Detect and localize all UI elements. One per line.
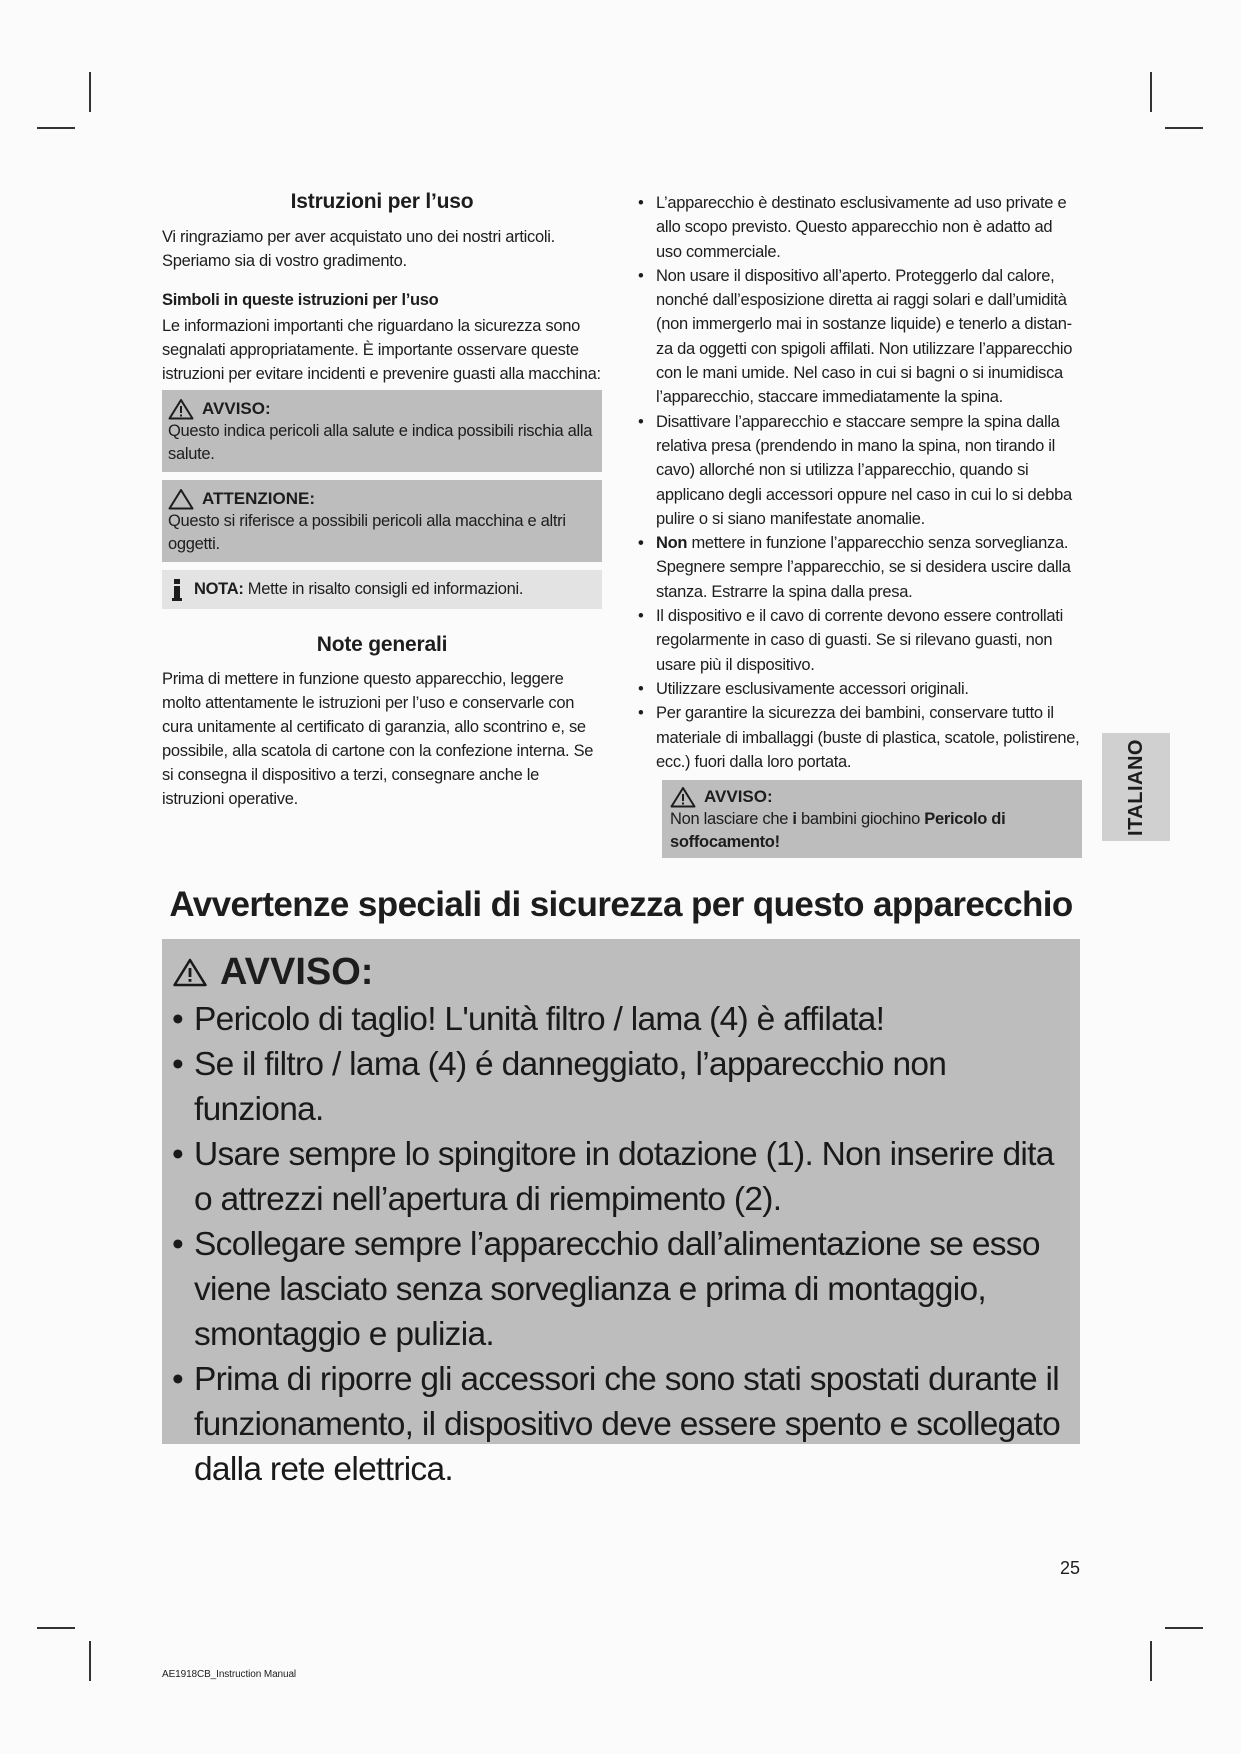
bullet-text: Il dispositivo e il cavo di corrente devono essere controllati regolarmente in caso di guasti. Se si rilevano guasti, non usare più il dispositivo. — [656, 607, 1063, 674]
warning-text: Scollegare sempre l’apparecchio dall’alimentazione se esso viene lasciato senza sorveglianza e prima di montaggio, smontaggio e pulizia. — [194, 1226, 1040, 1353]
crop-mark — [37, 127, 75, 129]
avviso-label: AVVISO: — [202, 399, 271, 418]
bullet-icon: • — [172, 1046, 184, 1083]
list-item — [636, 264, 1082, 410]
right-column — [636, 191, 1082, 858]
list-item — [636, 531, 1082, 604]
crop-mark — [1165, 1627, 1203, 1629]
nota-label: NOTA: — [194, 580, 244, 598]
list-item — [168, 1132, 1070, 1222]
bullet-text: Disattivare l’apparecchio e staccare sempre la spina dalla relativa presa (prendendo in mano la spina, non tirando il cavo) allorché non si utilizza l’apparecchio, quando si applicano degli accessori oppure nel caso in cui lo si debba pulire o si siano manifestate anomalie. — [656, 412, 1072, 528]
children-avviso-box — [662, 780, 1082, 858]
list-item — [636, 677, 1082, 701]
bullet-icon: • — [638, 679, 644, 698]
warning-text: Usare sempre lo spingitore in dotazione (1). Non inserire dita o attrezzi nell’apertura di riempimento (2). — [194, 1136, 1054, 1218]
caution-triangle-icon — [168, 488, 194, 510]
warning-text: Prima di riporre gli accessori che sono stati spostati durante il funzionamento, il dispositivo deve essere spento e scollegato dalla rete elettrica. — [194, 1361, 1061, 1488]
bullet-icon: • — [638, 534, 644, 553]
crop-mark — [89, 1641, 91, 1681]
crop-mark — [1150, 72, 1152, 112]
avviso-heading — [168, 398, 596, 420]
special-avviso-heading — [172, 947, 1070, 997]
bullet-icon: • — [638, 704, 644, 723]
crop-mark — [89, 72, 91, 112]
footer-text: AE1918CB_Instruction Manual — [162, 1669, 297, 1680]
symbols-text: Le informazioni importanti che riguardano la sicurezza sono segnalati appropriatamente. È importante osservare queste istruzioni per evitare incidenti e prevenire guasti alla macchina: — [162, 317, 601, 383]
instructions-title: Istruzioni per l’uso — [290, 190, 474, 213]
attenzione-text: Questo si riferisce a possibili pericoli alla macchina e altri oggetti. — [168, 512, 566, 553]
avviso-label: AVVISO: — [704, 787, 773, 807]
list-item — [636, 604, 1082, 677]
list-item — [636, 410, 1082, 531]
bullet-text: Utilizzare esclusivamente accessori originali. — [656, 679, 969, 698]
bullet-icon: • — [638, 412, 644, 431]
nota-text: Mette in risalto consigli ed informazioni. — [243, 580, 524, 598]
bullet-icon: • — [172, 1001, 184, 1038]
list-item — [168, 997, 1070, 1042]
crop-mark — [37, 1627, 75, 1629]
avviso-text: Questo indica pericoli alla salute e indica possibili rischia alla salute. — [168, 422, 593, 463]
special-warnings-list — [168, 997, 1070, 1492]
avviso-box — [162, 390, 602, 472]
list-item — [168, 1042, 1070, 1132]
intro-text: Vi ringraziamo per aver acquistato uno dei nostri articoli. Speriamo sia di vostro gradimento. — [162, 228, 555, 270]
warning-triangle-icon — [670, 786, 696, 808]
bullet-icon: • — [638, 607, 644, 626]
attenzione-label: ATTENZIONE: — [202, 489, 316, 508]
general-notes-text: Prima di mettere in funzione questo apparecchio, leggere molto attentamente le istruzioni per l’uso e conservarle con cura unitamente al certificato di garanzia, allo scontrino e, se possibile, alla scatola di cartone con la confezione interna. Se si consegna il dispositivo a terzi, consegnare anche le istruzioni operative. — [162, 670, 594, 808]
safety-bullet-list — [636, 191, 1082, 774]
language-tab — [1102, 733, 1170, 841]
left-column — [162, 190, 602, 811]
general-notes-title: Note generali — [316, 633, 448, 656]
crop-mark — [1165, 127, 1203, 129]
list-item — [168, 1357, 1070, 1492]
attenzione-heading — [168, 488, 596, 510]
list-item — [168, 1222, 1070, 1357]
bullet-text: mettere in funzione l’apparecchio senza sorveglianza. Spegnere sempre l’apparecchio, se si desidera uscire dalla stanza. Estrarre la spina dalla presa. — [656, 534, 1071, 601]
info-icon — [170, 579, 184, 601]
avviso-heading — [670, 786, 1076, 808]
language-tab-label: ITALIANO — [1124, 738, 1147, 836]
bullet-icon: • — [638, 194, 644, 212]
warning-triangle-icon — [172, 957, 208, 987]
bullet-icon: • — [172, 1226, 184, 1263]
nota-box — [162, 570, 602, 609]
bullet-icon: • — [172, 1361, 184, 1398]
bullet-text: L’apparecchio è destinato esclusivamente ad uso private e allo scopo previsto. Questo apparecchio non è adatto ad uso commerciale. — [656, 194, 1067, 261]
bullet-bold-text: Non — [656, 534, 688, 553]
special-avviso-label: AVVISO: — [220, 951, 374, 993]
symbols-heading: Simboli in queste istruzioni per l’uso — [162, 291, 439, 309]
warning-text: Pericolo di taglio! L'unità filtro / lama (4) è affilata! — [194, 1001, 885, 1038]
warning-text: Se il filtro / lama (4) é danneggiato, l’apparecchio non funziona. — [194, 1046, 947, 1128]
crop-mark — [1150, 1641, 1152, 1681]
special-warnings-title: Avvertenze speciali di sicurezza per questo apparecchio — [169, 885, 1073, 924]
page-number: 25 — [1060, 1558, 1081, 1578]
list-item — [636, 191, 1082, 264]
bullet-icon: • — [172, 1136, 184, 1173]
attenzione-box — [162, 480, 602, 562]
list-item — [636, 701, 1082, 774]
avviso-text: Non lasciare che i bambini giochino Pericolo di soffocamento! — [670, 810, 1006, 852]
warning-triangle-icon — [168, 398, 194, 420]
bullet-icon: • — [638, 266, 644, 285]
bullet-text: Non usare il dispositivo all’aperto. Proteggerlo dal calore, nonché dall’esposizione diretta ai raggi solari e dall’umidità (non immergerlo mai in sostanze liquide) e tenerlo a distanza da oggetti con spigoli affilati. Non utilizzare l’apparecchio con le mani umide. Nel caso in cui si bagni o si inumidisca l’apparecchio, staccare immediatamente la spina. — [656, 266, 1073, 407]
bullet-text: Per garantire la sicurezza dei bambini, conservare tutto il materiale di imballaggi (buste di plastica, scatole, polistirene, ecc.) fuori dalla loro portata. — [656, 704, 1080, 771]
special-warnings-box — [162, 939, 1080, 1488]
